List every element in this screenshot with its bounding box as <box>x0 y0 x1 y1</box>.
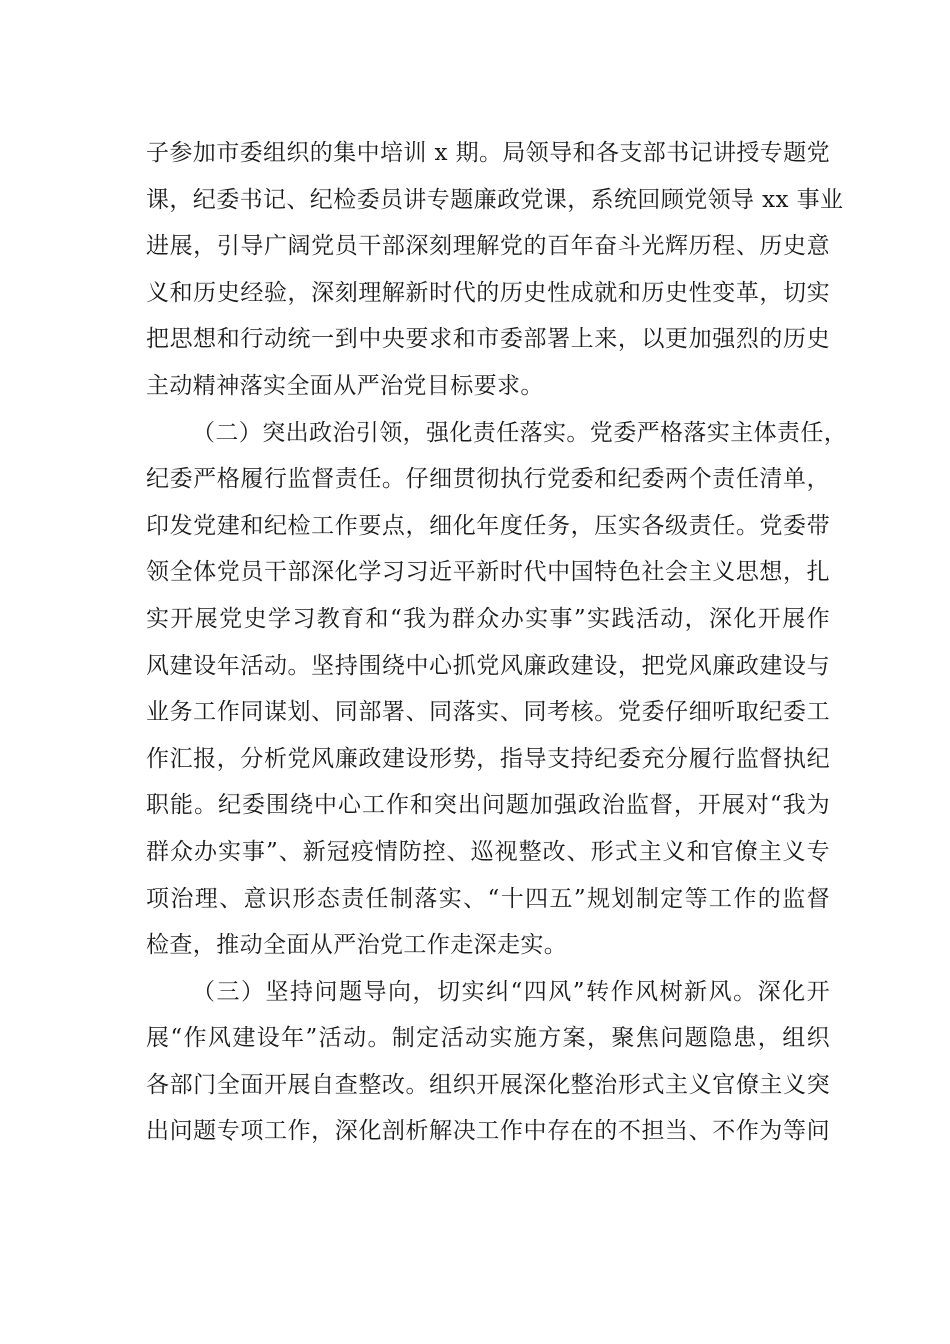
text-line: 检查，推动全面从严治党工作走深走实。 <box>146 932 568 959</box>
text-line: 义和历史经验，深刻理解新时代的历史性成就和历史性变革，切实 <box>146 279 830 306</box>
text-line: 出问题专项工作，深化剖析解决工作中存在的不担当、不作为等问 <box>146 1118 830 1145</box>
text-line: （三）坚持问题导向，切实纠“四风”转作风树新风。深化开 <box>192 978 830 1005</box>
text-line: 项治理、意识形态责任制落实、“十四五”规划制定等工作的监督 <box>146 885 830 912</box>
text-line: 子参加市委组织的集中培训 x 期。局领导和各支部书记讲授专题党 <box>146 140 830 166</box>
text-line: 各部门全面开展自查整改。组织开展深化整治形式主义官僚主义突 <box>146 1071 830 1098</box>
text-line: 实开展党史学习教育和“我为群众办实事”实践活动，深化开展作 <box>146 605 830 632</box>
text-line: 群众办实事”、新冠疫情防控、巡视整改、形式主义和官僚主义专 <box>146 838 830 865</box>
text-line: 作汇报，分析党风廉政建设形势，指导支持纪委充分履行监督执纪 <box>146 745 830 772</box>
text-line: 主动精神落实全面从严治党目标要求。 <box>146 372 544 399</box>
text-line: （二）突出政治引领，强化责任落实。党委严格落实主体责任， <box>192 419 848 446</box>
text-line: 业务工作同谋划、同部署、同落实、同考核。党委仔细听取纪委工 <box>146 699 830 726</box>
text-line: 风建设年活动。坚持围绕中心抓党风廉政建设，把党风廉政建设与 <box>146 652 830 679</box>
text-line: 纪委严格履行监督责任。仔细贯彻执行党委和纪委两个责任清单， <box>146 466 830 493</box>
document-body <box>146 130 848 1155</box>
text-line: 把思想和行动统一到中央要求和市委部署上来，以更加强烈的历史 <box>146 326 830 353</box>
text-line: 印发党建和纪检工作要点，细化年度任务，压实各级责任。党委带 <box>146 512 830 539</box>
text-line: 领全体党员干部深化学习习近平新时代中国特色社会主义思想，扎 <box>146 559 830 586</box>
text-line: 职能。纪委围绕中心工作和突出问题加强政治监督，开展对“我为 <box>146 792 830 819</box>
text-line: 课，纪委书记、纪检委员讲专题廉政党课，系统回顾党领导 xx 事业 <box>146 186 844 213</box>
text-line: 进展，引导广阔党员干部深刻理解党的百年奋斗光辉历程、历史意 <box>146 233 830 260</box>
text-line: 展“作风建设年”活动。制定活动实施方案，聚焦问题隐患，组织 <box>146 1025 830 1052</box>
